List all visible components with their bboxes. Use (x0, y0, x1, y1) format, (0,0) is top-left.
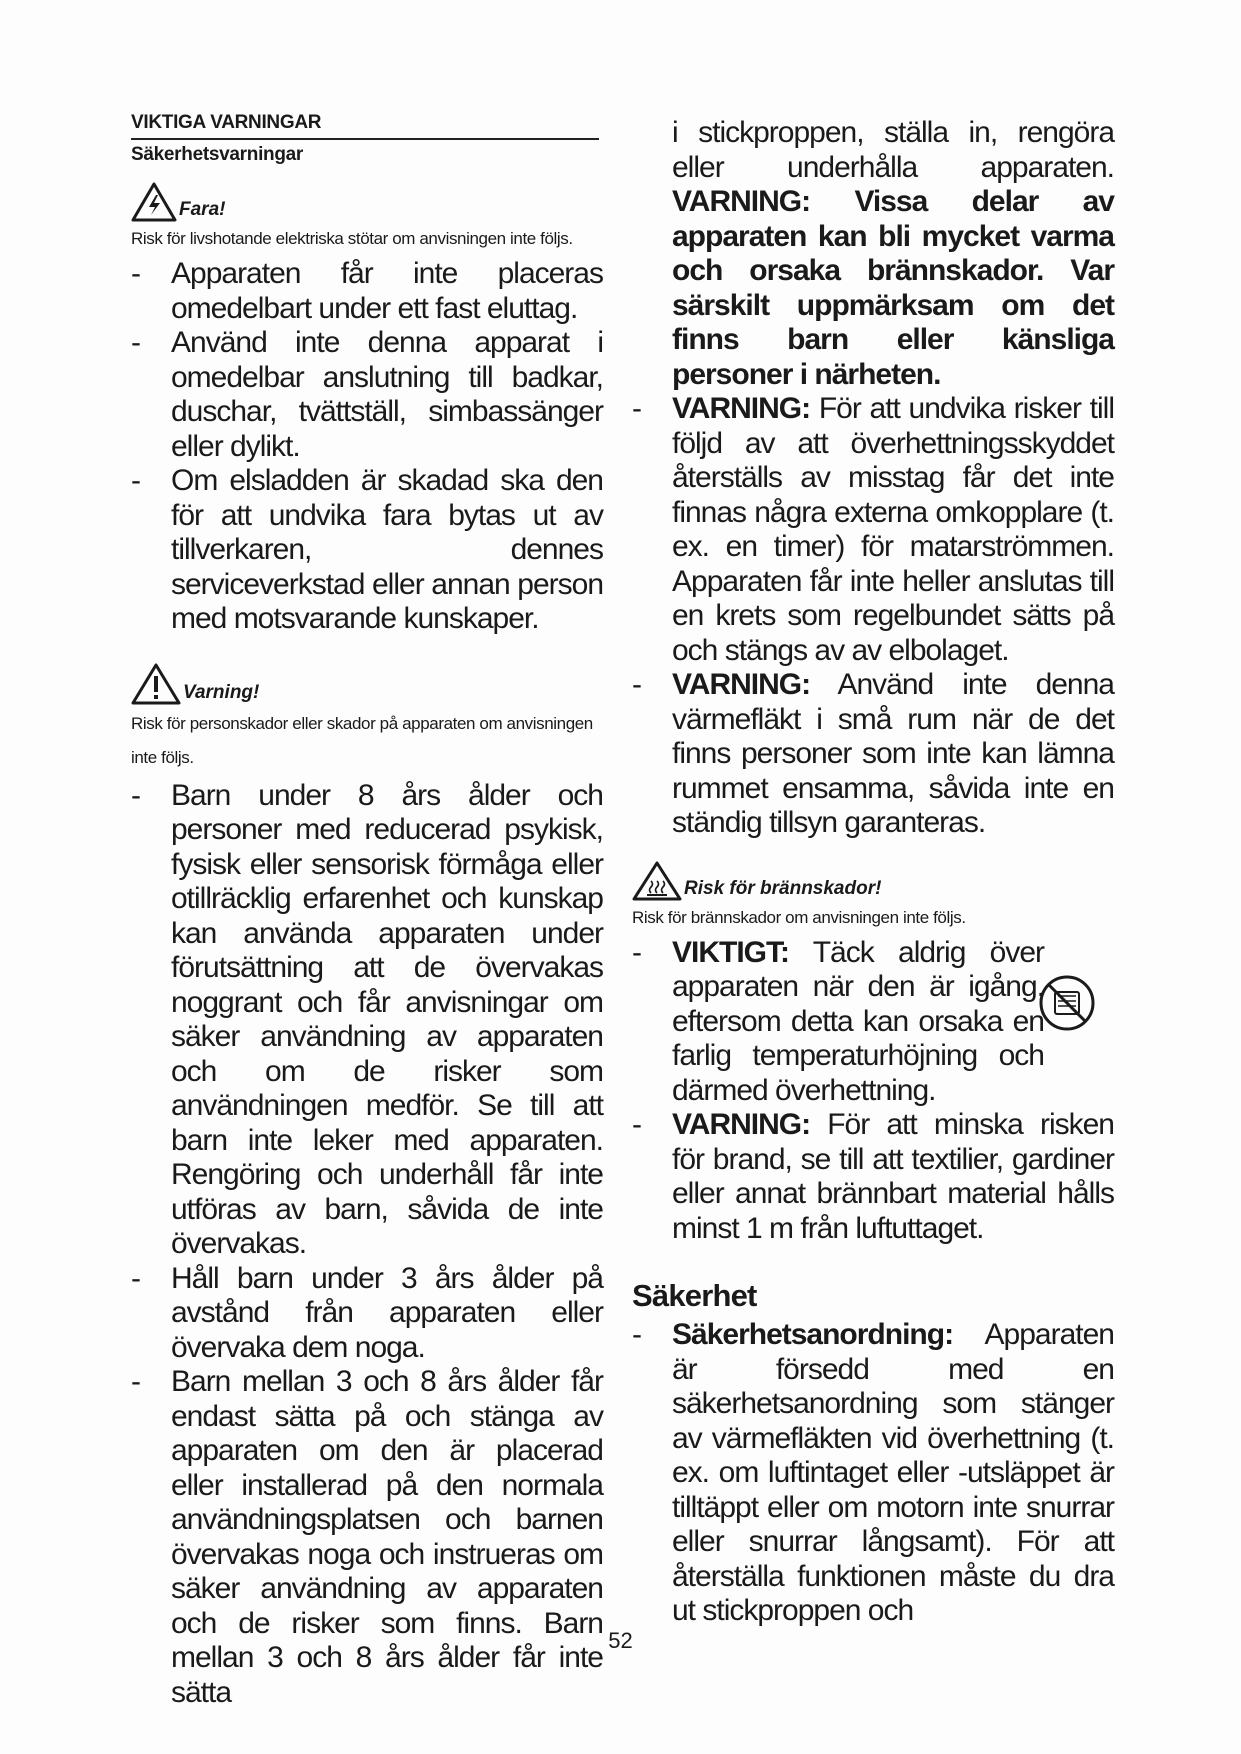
list-item (632, 668, 1114, 841)
item-keyword: VARNING: (672, 1108, 811, 1141)
list-item (632, 392, 1114, 668)
list-item (632, 1108, 1114, 1246)
burn-list (632, 936, 1114, 1247)
danger-heading (131, 182, 603, 222)
section-title: VIKTIGA VARNINGAR (131, 112, 322, 133)
item-keyword: VARNING: (672, 392, 811, 425)
item-text: För att minska risken för brand, se till att textilier, gardiner eller annat brännbart material hålls minst 1 m från luftuttaget. (672, 1108, 1114, 1245)
list-item: - Barn mellan 3 och 8 års ålder får endast sätta på och stänga av apparaten om den är placerad eller installerad på den normala användningsplatsen och barnen övervakas noga och instrueras om säker användning av apparaten och de risker som finns. Barn mellan 3 och 8 års ålder får inte sätta (131, 1365, 603, 1710)
item-text: Använd inte denna värmefläkt i små rum när de det finns personer som inte kan lämna rummet ensamma, såvida inte en ständig tillsyn garanteras. (672, 668, 1114, 839)
burn-heading (632, 861, 1114, 901)
title-rule (131, 138, 599, 140)
burn-description: Risk för brännskador om anvisningen inte följs. (632, 907, 966, 927)
list-item: - Barn under 8 års ålder och personer med reducerad psykisk, fysisk eller sensorisk förmåga eller otillräcklig erfarenhet och kunskap kan använda apparaten under förutsättning att de övervakas noggrant och får anvisningar om säker användning av apparaten och om de risker som användningen medför. Se till att barn inte leker med apparaten. Rengöring och underhåll får inte utföras av barn, såvida de inte övervakas. (131, 779, 603, 1262)
list-item: - Apparaten får inte placeras omedelbart under ett fast eluttag. (131, 257, 603, 326)
list-item (632, 1318, 1114, 1629)
safety-list (632, 1318, 1114, 1629)
item-keyword: VIKTIGT: (672, 935, 789, 969)
section-subtitle: Säkerhetsvarningar (131, 144, 304, 165)
list-item: - Använd inte denna apparat i omedelbar anslutning till badkar, duschar, tvättställ, simbassänger eller dylikt. (131, 326, 603, 464)
continued-text: i stickproppen, ställa in, rengöra eller underhålla apparaten. (672, 116, 1114, 184)
burn-label: Risk för brännskador! (684, 877, 882, 899)
electric-shock-warning-icon (131, 182, 177, 222)
continued-bold-warning: Vissa delar av apparaten kan bli mycket varma och orsaka brännskador. Var särskilt uppmärksam om det finns barn eller känsliga personer i närheten. (672, 185, 1114, 391)
hot-surface-warning-icon (632, 861, 682, 901)
list-item (632, 936, 1114, 1109)
item-text: Apparaten är försedd med en säkerhetsanordning som stänger av värmefläkten vid överhettning (t. ex. om luftintaget eller -utsläppet är tilltäppt eller om motorn inte snurrar eller snurrar långsamt). För att återställa funktionen måste du dra ut stickproppen och (672, 1318, 1114, 1627)
danger-list (131, 257, 603, 637)
left-column (131, 112, 603, 1710)
danger-label: Fara! (179, 199, 226, 220)
safety-heading: Säkerhet (632, 1278, 757, 1313)
item-text: För att undvika risker till följd av att överhettningsskyddet återställs av misstag får det inte finnas några externa omkopplare (t. ex. en timer) för matarströmmen. Apparaten får inte heller anslutas till en krets som regelbundet sätts på och stängs av av elbolaget. (672, 392, 1114, 667)
list-item: - Håll barn under 3 års ålder på avstånd från apparaten eller övervaka dem noga. (131, 1262, 603, 1366)
warning-label: Varning! (183, 681, 260, 703)
warning-heading (131, 663, 603, 705)
exclamation-warning-icon (131, 663, 181, 705)
warning-list (131, 779, 603, 1711)
item-keyword: Säkerhetsanordning: (672, 1318, 954, 1351)
warning-description: Risk för personskador eller skador på apparaten om anvisningen inte följs. (131, 713, 593, 767)
danger-description: Risk för livshotande elektriska stötar om anvisningen inte följs. (131, 229, 573, 248)
right-warning-list (632, 392, 1114, 841)
item-keyword: VARNING: (672, 668, 811, 701)
page-number: 52 (608, 1628, 633, 1653)
list-item: - Om elsladden är skadad ska den för att undvika fara bytas ut av tillverkaren, dennes serviceverkstad eller annan person med motsvarande kunskaper. (131, 464, 603, 637)
continued-keyword: VARNING: (672, 185, 811, 218)
item-text: Täck aldrig över apparaten när den är igång, eftersom detta kan orsaka en farlig temperaturhöjning och därmed överhettning. (672, 935, 1045, 1107)
do-not-cover-icon (1038, 974, 1096, 1032)
continued-paragraph (632, 116, 1114, 392)
right-column (632, 116, 1114, 1629)
